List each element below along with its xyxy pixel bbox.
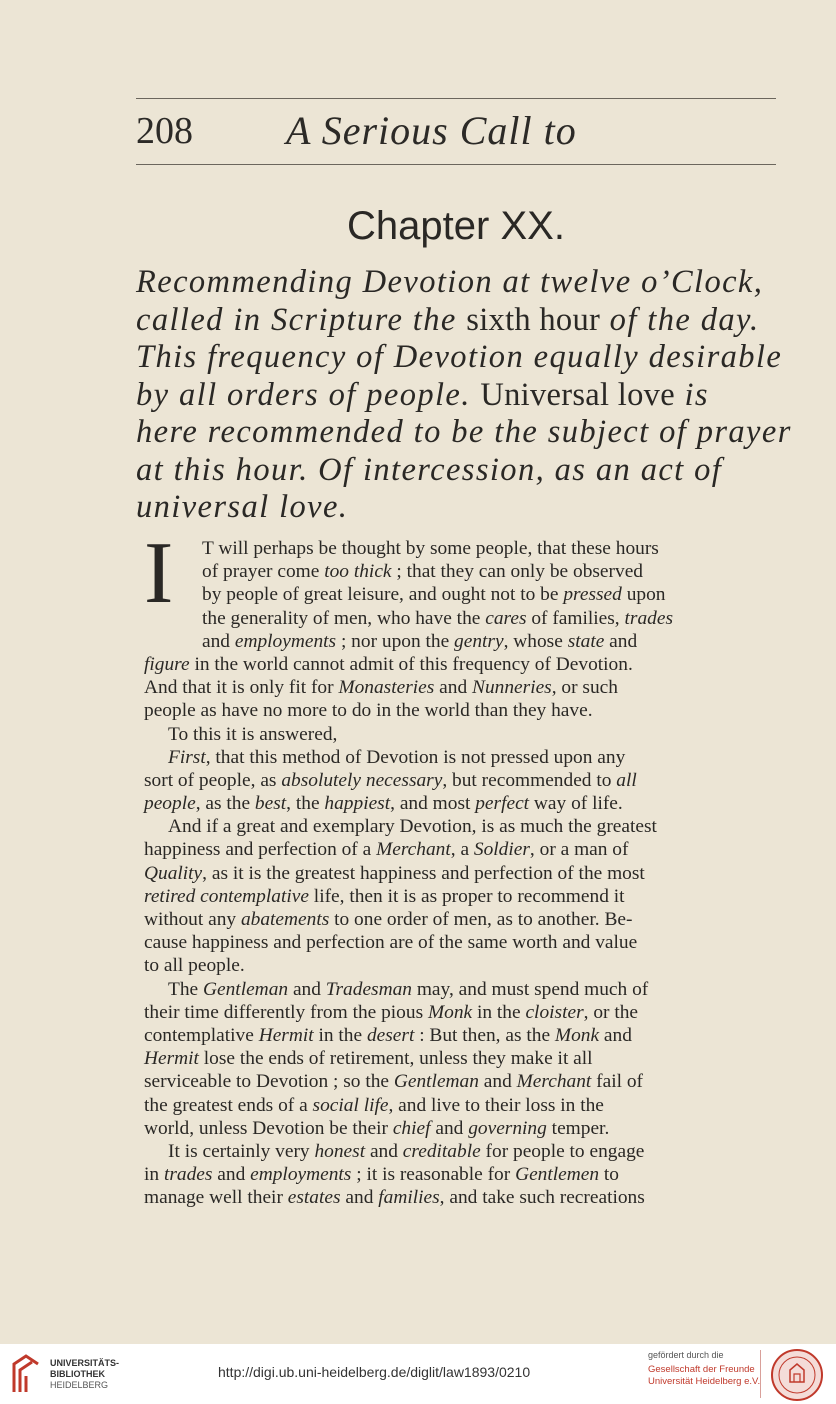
text-line: The Gentleman and Tradesman may, and must spend much of: [168, 978, 649, 1000]
page-number: 208: [136, 110, 193, 152]
text-line: the generality of men, who have the cares of families, trades: [202, 607, 673, 629]
summary-line: universal love.: [136, 489, 349, 525]
text-line: T will perhaps be thought by some people, that these hours: [202, 538, 659, 559]
text-line: people, as the best, the happiest, and most perfect way of life.: [144, 793, 623, 815]
text-line: people as have no more to do in the world than they have.: [144, 700, 593, 722]
summary-line: This frequency of Devotion equally desirable: [136, 339, 783, 375]
library-logo-icon: [8, 1352, 44, 1396]
summary-line: Recommending Devotion at twelve o’Clock,: [136, 264, 764, 300]
top-rule: [136, 98, 776, 99]
university-seal-icon: [770, 1348, 824, 1402]
text-line: to all people.: [144, 955, 245, 977]
sponsor-note: gefördert durch die: [648, 1350, 724, 1360]
text-line: Quality, as it is the greatest happiness and perfection of the most: [144, 862, 645, 884]
text-line: To this it is answered,: [168, 723, 338, 745]
chapter-title: Chapter XX.: [347, 204, 565, 248]
text-line: figure in the world cannot admit of this frequency of Devotion.: [144, 653, 633, 675]
text-line: world, unless Devotion be their chief and governing temper.: [144, 1117, 610, 1139]
chapter-summary: [136, 264, 792, 527]
text-line: And if a great and exemplary Devotion, is as much the greatest: [168, 816, 657, 838]
text-line: cause happiness and perfection are of the same worth and value: [144, 932, 638, 954]
text-line: the greatest ends of a social life, and live to their loss in the: [144, 1094, 604, 1116]
footer-divider: [760, 1350, 761, 1398]
body-text: [144, 537, 784, 1209]
text-line: serviceable to Devotion ; so the Gentleman and Merchant fail of: [144, 1071, 644, 1093]
text-line: It is certainly very honest and creditable for people to engage: [168, 1140, 645, 1162]
text-line: of prayer come too thick ; that they can only be observed: [202, 561, 643, 583]
source-url-link[interactable]: http://digi.ub.uni-heidelberg.de/diglit/law1893/0210: [218, 1364, 531, 1380]
text-line: retired contemplative life, then it is as proper to recommend it: [144, 885, 625, 907]
text-line: And that it is only fit for Monasteries and Nunneries, or such: [144, 677, 618, 699]
summary-line: called in Scripture the sixth hour of the day.: [136, 301, 760, 338]
head-rule: [136, 164, 776, 165]
text-line: First, that this method of Devotion is not pressed upon any: [168, 746, 626, 768]
text-line: sort of people, as absolutely necessary, but recommended to all: [144, 769, 637, 791]
text-line: without any abatements to one order of men, as to another. Be-: [144, 909, 633, 930]
drop-cap: I: [144, 525, 174, 622]
text-line: Hermit lose the ends of retirement, unless they make it all: [144, 1048, 593, 1070]
summary-line: here recommended to be the subject of prayer: [136, 414, 792, 450]
text-line: in trades and employments ; it is reasonable for Gentlemen to: [144, 1164, 619, 1186]
text-line: manage well their estates and families, and take such recreations: [144, 1187, 645, 1209]
running-title: A Serious Call to: [286, 108, 577, 153]
text-line: contemplative Hermit in the desert : But then, as the Monk and: [144, 1024, 632, 1046]
running-head: [136, 104, 776, 158]
footer: [0, 1344, 836, 1404]
summary-line: at this hour. Of intercession, as an act of: [136, 451, 723, 488]
sponsor-name: Gesellschaft der Freunde Universität Heidelberg e.V.: [648, 1364, 761, 1387]
text-line: by people of great leisure, and ought not to be pressed upon: [202, 584, 666, 606]
summary-line: by all orders of people. Universal love is: [136, 376, 709, 413]
library-name: UNIVERSITÄTS- BIBLIOTHEK HEIDELBERG: [50, 1358, 120, 1390]
text-line: their time differently from the pious Monk in the cloister, or the: [144, 1001, 639, 1023]
text-line: and employments ; nor upon the gentry, whose state and: [202, 630, 638, 652]
text-line: happiness and perfection of a Merchant, a Soldier, or a man of: [144, 839, 629, 861]
